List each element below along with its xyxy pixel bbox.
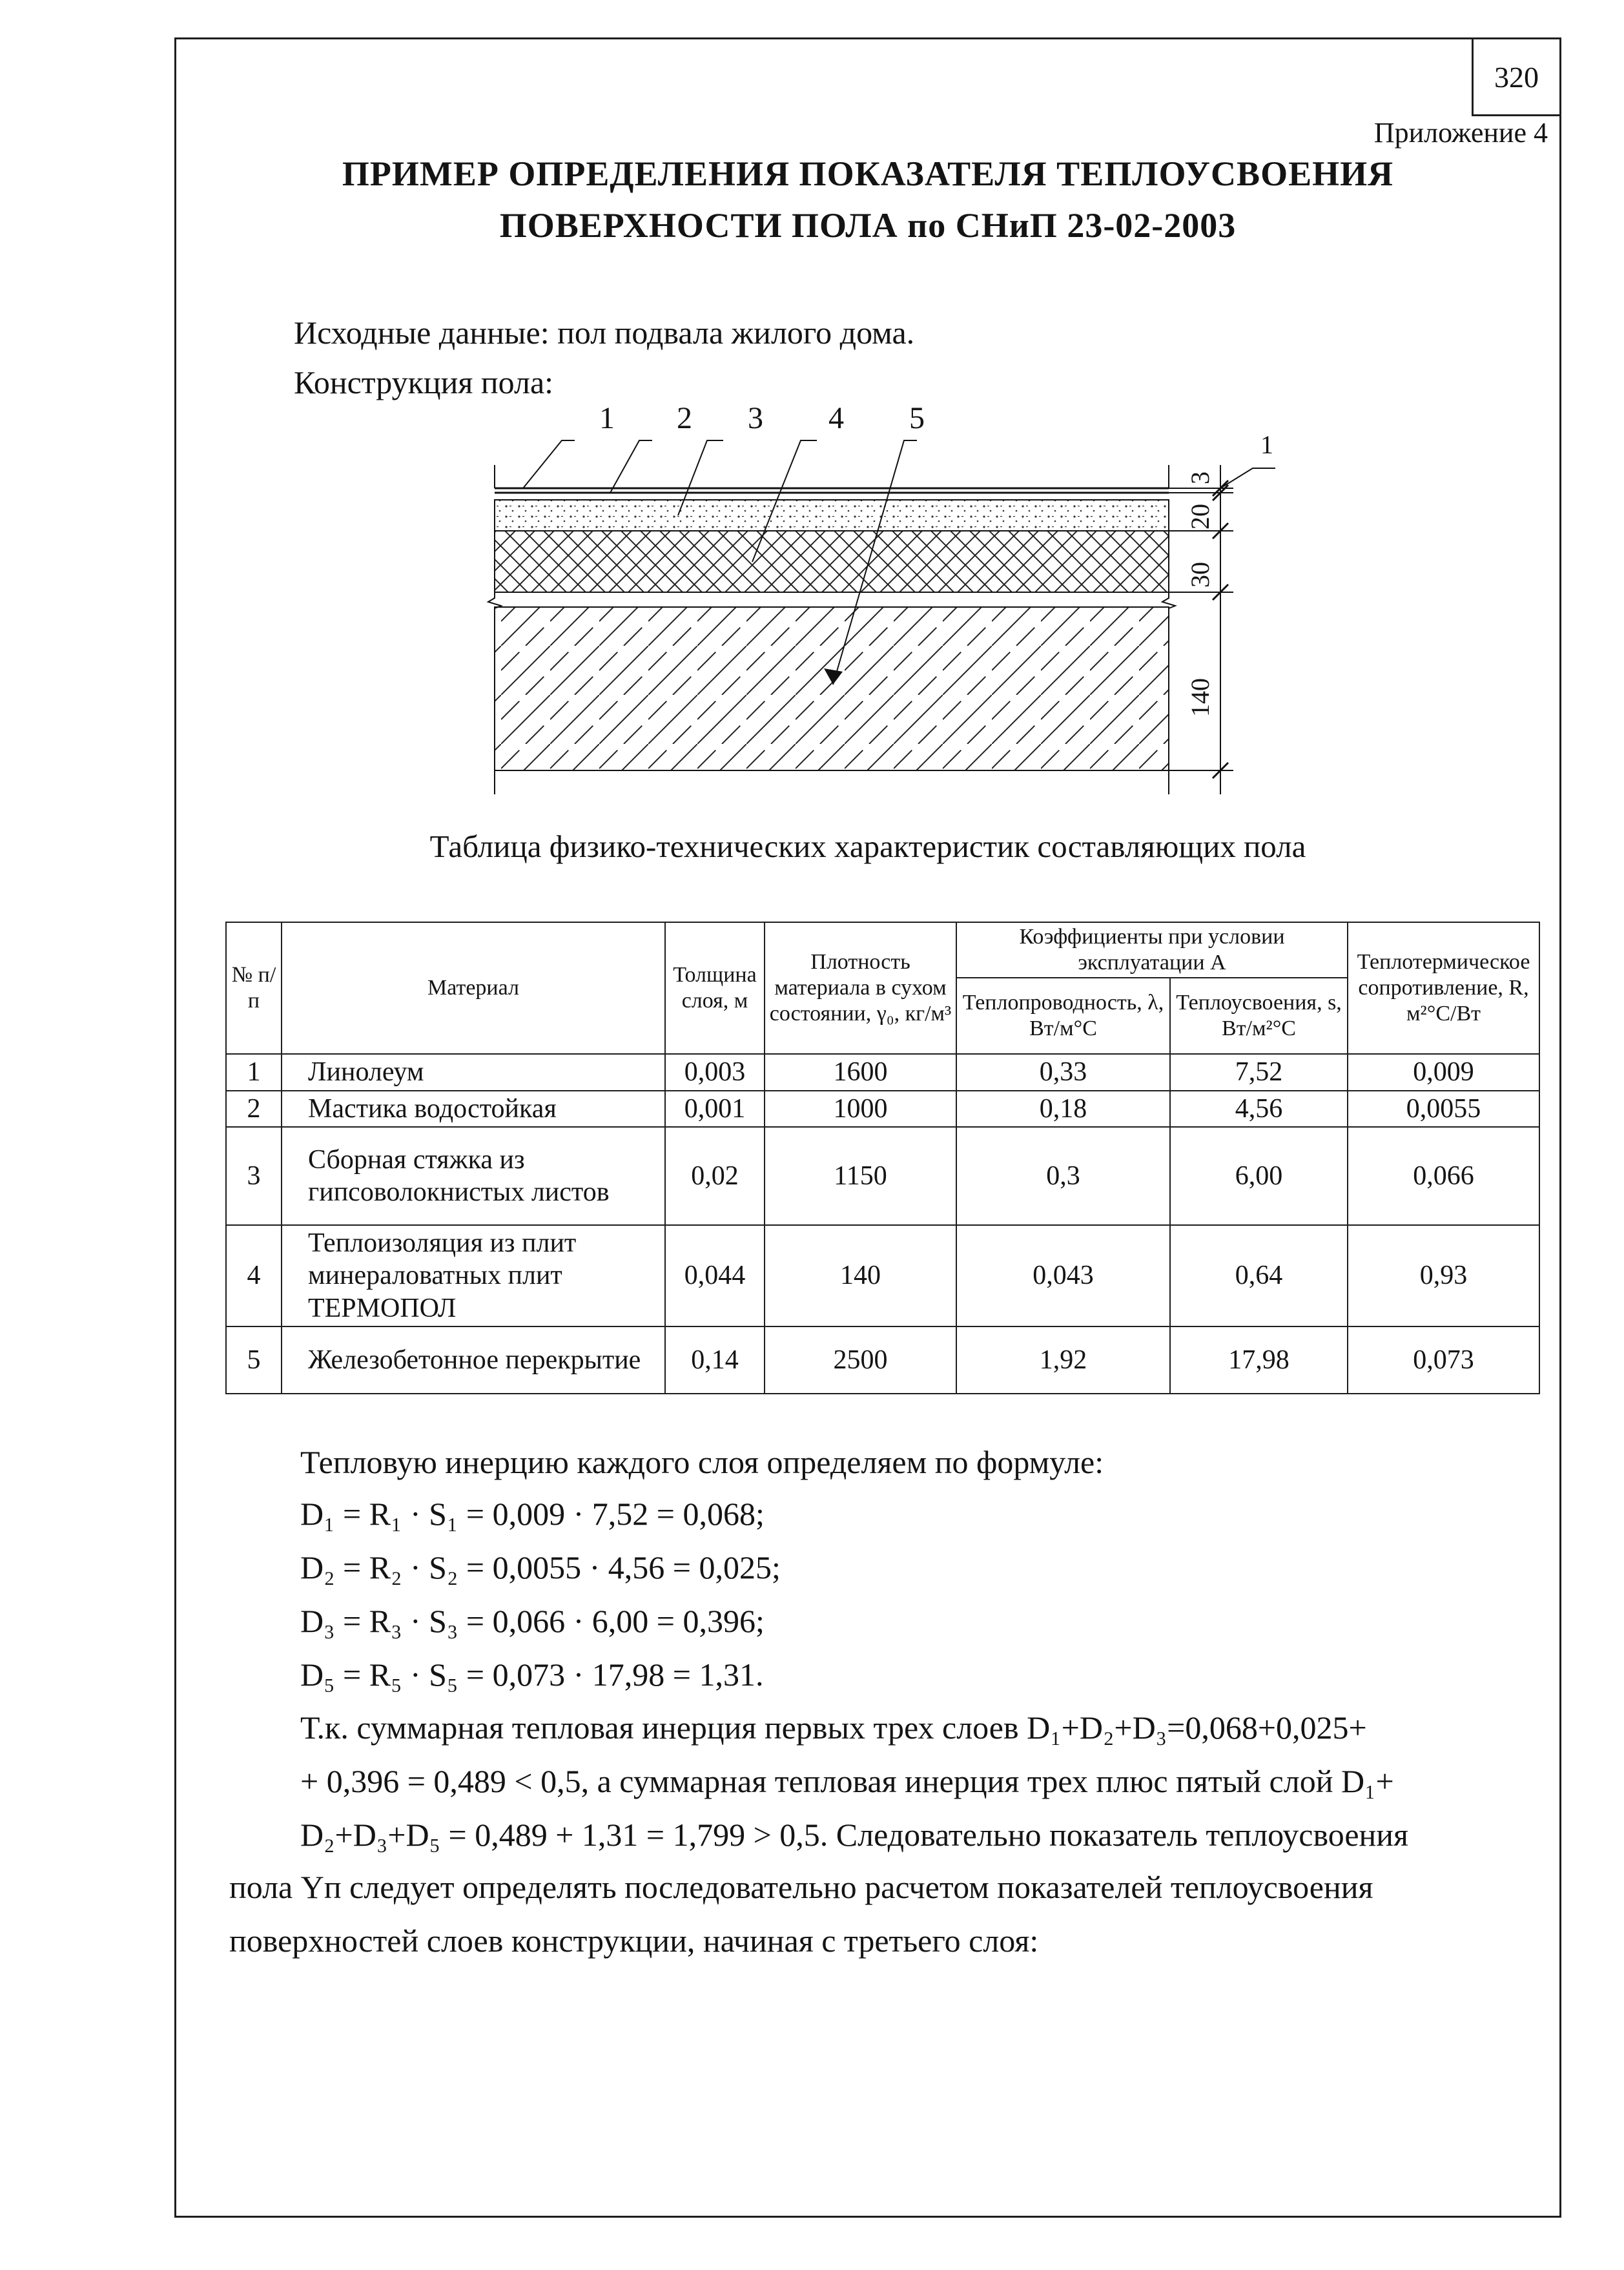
- row-conductivity: 0,3: [956, 1127, 1170, 1225]
- slab-layer: [495, 607, 1169, 770]
- conclusion-line-4: пола Yп следует определять последовательно расчетом показателей теплоусвоения: [229, 1869, 1373, 1905]
- header-density: Плотность материала в сухом состоянии, γ₀, кг/м³: [765, 922, 956, 1054]
- row-conductivity: 0,043: [956, 1225, 1170, 1326]
- row-absorption: 4,56: [1170, 1091, 1348, 1127]
- appendix-label: Приложение 4: [1373, 117, 1548, 149]
- table-row: [226, 1127, 1539, 1225]
- row-density: 1000: [765, 1091, 956, 1127]
- row-num: 3: [226, 1127, 282, 1225]
- formula-d3: D₃ = R₃ · S₃ = 0,066 · 6,00 = 0,396;: [300, 1603, 765, 1639]
- side-label-1: 1: [1260, 430, 1273, 459]
- row-resistance: 0,066: [1348, 1127, 1539, 1225]
- row-resistance: 0,073: [1348, 1326, 1539, 1394]
- screed-layer: [495, 500, 1169, 531]
- layer-label-1: 1: [599, 401, 615, 435]
- table-caption: Таблица физико-технических характеристик составляющих пола: [429, 829, 1306, 864]
- table-row: [226, 1225, 1539, 1326]
- row-density: 1600: [765, 1054, 956, 1090]
- layer-label-4: 4: [828, 401, 844, 435]
- conclusion-line-1: Т.к. суммарная тепловая инерция первых трех слоев D₁+D₂+D₃=0,068+0,025+: [300, 1709, 1367, 1746]
- header-conductivity: Теплопроводность, λ, Вт/м°С: [956, 978, 1170, 1054]
- header-resistance: Теплотермическое сопротивление, R, м²°С/Вт: [1348, 922, 1539, 1054]
- conclusion-line-3: D₂+D₃+D₅ = 0,489 + 1,31 = 1,799 > 0,5. Следовательно показатель теплоусвоения: [300, 1817, 1409, 1853]
- row-resistance: 0,93: [1348, 1225, 1539, 1326]
- row-num: 5: [226, 1326, 282, 1394]
- initial-data: Исходные данные: пол подвала жилого дома.: [294, 315, 915, 351]
- table-row: [226, 1326, 1539, 1394]
- row-material: Сборная стяжка из гипсоволокнистых листов: [282, 1127, 665, 1225]
- header-absorption: Теплоусвоения, s, Вт/м²°С: [1170, 978, 1348, 1054]
- conclusion-line-5: поверхностей слоев конструкции, начиная с третьего слоя:: [229, 1923, 1039, 1959]
- row-thickness: 0,02: [665, 1127, 765, 1225]
- row-num: 2: [226, 1091, 282, 1127]
- title-line-1: ПРИМЕР ОПРЕДЕЛЕНИЯ ПОКАЗАТЕЛЯ ТЕПЛОУСВОЕНИЯ: [342, 154, 1394, 193]
- title-line-2: ПОВЕРХНОСТИ ПОЛА по СНиП 23-02-2003: [499, 206, 1237, 245]
- page-number: 320: [1472, 37, 1561, 116]
- row-material: Железобетонное перекрытие: [282, 1326, 665, 1394]
- row-conductivity: 0,33: [956, 1054, 1170, 1090]
- insulation-layer: [495, 531, 1169, 592]
- header-num: № п/п: [226, 922, 282, 1054]
- floor-diagram: [452, 400, 1291, 801]
- formula-intro: Тепловую инерцию каждого слоя определяем по формуле:: [300, 1444, 1104, 1480]
- layer-label-5: 5: [909, 401, 925, 435]
- row-thickness: 0,001: [665, 1091, 765, 1127]
- row-conductivity: 1,92: [956, 1326, 1170, 1394]
- dim-3: 3: [1186, 471, 1215, 484]
- formula-d5: D₅ = R₅ · S₅ = 0,073 · 17,98 = 1,31.: [300, 1656, 764, 1693]
- row-conductivity: 0,18: [956, 1091, 1170, 1127]
- table-row: [226, 1054, 1539, 1090]
- row-density: 140: [765, 1225, 956, 1326]
- dim-140: 140: [1186, 678, 1215, 717]
- row-thickness: 0,044: [665, 1225, 765, 1326]
- row-absorption: 0,64: [1170, 1225, 1348, 1326]
- layer-label-2: 2: [677, 401, 692, 435]
- table-row: [226, 1091, 1539, 1127]
- row-material: Линолеум: [282, 1054, 665, 1090]
- conclusion-line-2: + 0,396 = 0,489 < 0,5, а суммарная тепловая инерция трех плюс пятый слой D₁+: [300, 1763, 1394, 1799]
- row-material: Теплоизоляция из плит минераловатных плит ТЕРМОПОЛ: [282, 1225, 665, 1326]
- layer-label-3: 3: [748, 401, 763, 435]
- formula-d2: D₂ = R₂ · S₂ = 0,0055 · 4,56 = 0,025;: [300, 1549, 781, 1585]
- header-material: Материал: [282, 922, 665, 1054]
- properties-table: [225, 922, 1540, 1394]
- row-absorption: 6,00: [1170, 1127, 1348, 1225]
- row-thickness: 0,003: [665, 1054, 765, 1090]
- row-absorption: 7,52: [1170, 1054, 1348, 1090]
- row-thickness: 0,14: [665, 1326, 765, 1394]
- header-thickness: Толщина слоя, м: [665, 922, 765, 1054]
- row-material: Мастика водостойкая: [282, 1091, 665, 1127]
- dim-20: 20: [1186, 504, 1215, 530]
- construction-label: Конструкция пола:: [294, 364, 554, 400]
- row-num: 1: [226, 1054, 282, 1090]
- row-num: 4: [226, 1225, 282, 1326]
- row-density: 2500: [765, 1326, 956, 1394]
- header-coefficients: Коэффициенты при условии эксплуатации А: [956, 922, 1348, 978]
- row-density: 1150: [765, 1127, 956, 1225]
- dim-30: 30: [1186, 562, 1215, 588]
- row-resistance: 0,009: [1348, 1054, 1539, 1090]
- row-resistance: 0,0055: [1348, 1091, 1539, 1127]
- floor-diagram-drawing: [452, 400, 1291, 801]
- row-absorption: 17,98: [1170, 1326, 1348, 1394]
- formula-d1: D₁ = R₁ · S₁ = 0,009 · 7,52 = 0,068;: [300, 1496, 765, 1532]
